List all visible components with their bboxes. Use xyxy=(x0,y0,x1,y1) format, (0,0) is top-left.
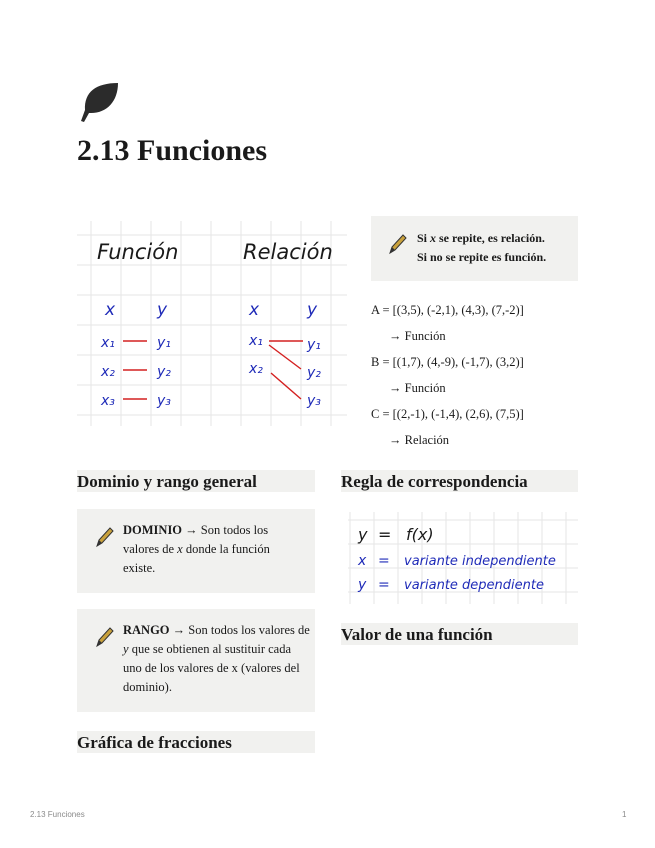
relacion-line-3 xyxy=(271,373,301,399)
relacion-col-x: x xyxy=(249,300,260,320)
relacion-heading: Relación xyxy=(243,240,333,264)
dominio-callout xyxy=(77,509,315,593)
page-title: 2.13 Funciones xyxy=(77,134,268,167)
pencil-icon xyxy=(94,526,114,548)
rango-var: y xyxy=(123,642,129,656)
leaf-icon xyxy=(78,80,122,124)
pair-result-a: → Función xyxy=(389,329,446,343)
relacion-row-x2: x₂ xyxy=(249,361,263,377)
pairs-list xyxy=(371,297,524,453)
relacion-row-y2: y₂ xyxy=(307,365,321,381)
rule-line1-pre: Si xyxy=(417,231,431,245)
regla-line2-left: x xyxy=(358,553,367,569)
section-grafica-heading: Gráfica de fracciones xyxy=(77,731,315,753)
rango-text-post: que se obtienen al sustituir cada uno de los valores de x (valores del dominio). xyxy=(123,642,300,694)
dominio-text-post: donde la función existe. xyxy=(123,542,270,575)
rule-line2: Si no se repite es función. xyxy=(417,250,547,264)
relacion-row-x1: x₁ xyxy=(249,333,263,349)
relation-rule-callout xyxy=(371,216,578,281)
rango-callout xyxy=(77,609,315,712)
funcion-row-y1: y₁ xyxy=(157,335,171,351)
regla-line3-eq: = xyxy=(378,577,390,593)
regla-line3-left: y xyxy=(358,577,367,593)
relacion-line-2 xyxy=(269,345,301,369)
dominio-keyword: DOMINIO xyxy=(123,523,183,537)
pair-set-c: C = [(2,-1), (-1,4), (2,6), (7,5)] xyxy=(371,407,524,421)
regla-line1-eq: = xyxy=(378,525,392,544)
pencil-icon xyxy=(387,233,407,255)
funcion-row-x2: x₂ xyxy=(101,364,115,380)
regla-line2-right: variante independiente xyxy=(404,554,556,569)
section-dominio-heading: Dominio y rango general xyxy=(77,470,315,492)
pair-set-b: B = [(1,7), (4,-9), (-1,7), (3,2)] xyxy=(371,355,524,369)
section-regla-heading: Regla de correspondencia xyxy=(341,470,578,492)
regla-line2-eq: = xyxy=(378,553,390,569)
relacion-col-y: y xyxy=(307,300,318,320)
funcion-row-y3: y₃ xyxy=(157,393,171,409)
funcion-relacion-figure xyxy=(77,221,347,426)
pair-set-a: A = [(3,5), (-2,1), (4,3), (7,-2)] xyxy=(371,303,524,317)
pair-result-b: → Función xyxy=(389,381,446,395)
funcion-row-y2: y₂ xyxy=(157,364,171,380)
dominio-text-pre: → Son todos los valores de xyxy=(123,523,269,556)
funcion-col-y: y xyxy=(157,300,168,320)
regla-line3-right: variante dependiente xyxy=(404,578,544,593)
funcion-col-x: x xyxy=(105,300,116,320)
funcion-heading: Función xyxy=(97,240,179,264)
funcion-row-x1: x₁ xyxy=(101,335,115,351)
rule-line1-post: se repite, es relación. xyxy=(436,231,545,245)
footer-title: 2.13 Funciones xyxy=(30,810,85,819)
page-number: 1 xyxy=(622,810,627,819)
regla-figure xyxy=(348,512,578,604)
rule-line1-var: x xyxy=(430,231,437,245)
pencil-icon xyxy=(94,626,114,648)
regla-line1-right: f(x) xyxy=(406,525,434,544)
relacion-row-y3: y₃ xyxy=(307,393,321,409)
dominio-var: x xyxy=(177,542,183,556)
rango-text-pre: → Son todos los valores de xyxy=(169,623,310,637)
pair-result-c: → Relación xyxy=(389,433,450,447)
section-valor-heading: Valor de una función xyxy=(341,623,578,645)
rango-keyword: RANGO xyxy=(123,623,170,637)
regla-line1-left: y xyxy=(358,525,368,544)
relacion-row-y1: y₁ xyxy=(307,337,321,353)
funcion-row-x3: x₃ xyxy=(101,393,115,409)
